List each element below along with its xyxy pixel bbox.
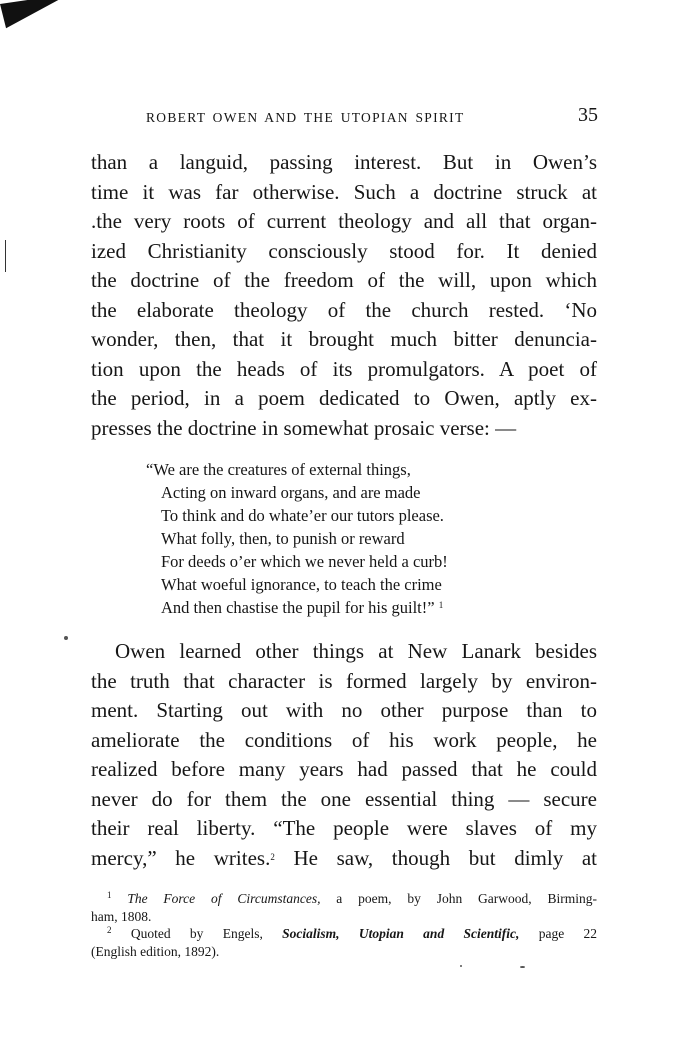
page-number: 35 — [578, 104, 598, 126]
footnote-marker: 2 — [107, 925, 112, 935]
footnote-text: page 22 — [519, 926, 598, 941]
text-line: the truth that character is formed largely by environ- — [91, 668, 597, 693]
running-head — [146, 104, 598, 132]
scan-corner-mark — [0, 0, 74, 28]
text-line: presses the doctrine in somewhat prosaic verse: — — [91, 415, 517, 440]
footnote-text: a poem, by John Garwood, Birming- — [320, 891, 597, 906]
text-line: Owen learned other things at New Lanark besides — [115, 639, 597, 663]
footnote-title: The Force of Circumstances, — [127, 891, 321, 906]
footnote-ref-1: 1 — [438, 600, 444, 610]
text-line: ized Christianity consciously stood for. It denied — [91, 238, 597, 263]
text-line: time it was far otherwise. Such a doctrine struck at — [91, 179, 597, 204]
paragraph-continued — [91, 148, 597, 443]
scan-speck — [64, 636, 68, 640]
text-line: ameliorate the conditions of his work people, he — [91, 727, 597, 752]
poem-line: What woeful ignorance, to teach the crime — [161, 575, 442, 594]
poem-quotation — [146, 458, 546, 619]
text-line: than a languid, passing interest. But in Owen’s — [91, 150, 597, 174]
poem-line — [146, 596, 546, 619]
text-line: tion upon the heads of its promulgators. A poet of — [91, 356, 597, 381]
text-line: the period, in a poem dedicated to Owen, aptly ex- — [91, 386, 597, 410]
text-line: never do for them the one essential thing — secure — [91, 786, 597, 811]
poem-line: To think and do whate’er our tutors please. — [161, 506, 444, 525]
poem-line: “We are the creatures of external things, — [146, 460, 411, 479]
text-fragment: He saw, though but dimly at — [274, 845, 597, 870]
text-line: ment. Starting out with no other purpose than to — [91, 698, 597, 722]
footnote-title: Socialism, Utopian and Scientific, — [282, 926, 520, 941]
footnote-2 — [91, 925, 597, 943]
poem-line-text: And then chastise the pupil for his guilt!” — [161, 598, 435, 617]
footnote-2-cont: (English edition, 1892). — [91, 943, 220, 959]
text-line: realized before many years had passed that he could — [91, 757, 597, 781]
footnote-1 — [91, 890, 597, 908]
poem-line: What folly, then, to punish or reward — [161, 529, 405, 548]
text-line — [91, 844, 597, 874]
footnotes — [91, 890, 597, 960]
footnote-ref-2: 2 — [270, 851, 275, 862]
scan-speck — [520, 966, 525, 968]
poem-line: Acting on inward organs, and are made — [161, 483, 421, 502]
scan-speck — [460, 965, 462, 967]
poem-line: For deeds o’er which we never held a curb! — [161, 552, 448, 571]
running-title: ROBERT OWEN AND THE UTOPIAN SPIRIT — [146, 110, 465, 125]
footnote-1-cont: ham, 1808. — [91, 908, 152, 924]
paragraph-new — [91, 637, 597, 873]
text-line: the doctrine of the freedom of the will, upon which — [91, 268, 597, 292]
text-line: .the very roots of current theology and all that organ- — [91, 209, 597, 233]
text-line: wonder, then, that it brought much bitter denuncia- — [91, 327, 597, 351]
text-line: the elaborate theology of the church rested. ‘No — [91, 297, 597, 322]
text-fragment: mercy,” he writes. — [91, 845, 271, 870]
footnote-text: Quoted by Engels, — [130, 926, 283, 941]
scan-edge-tick — [5, 240, 6, 272]
footnote-marker: 1 — [107, 890, 112, 900]
text-line: their real liberty. “The people were slaves of my — [91, 816, 597, 840]
